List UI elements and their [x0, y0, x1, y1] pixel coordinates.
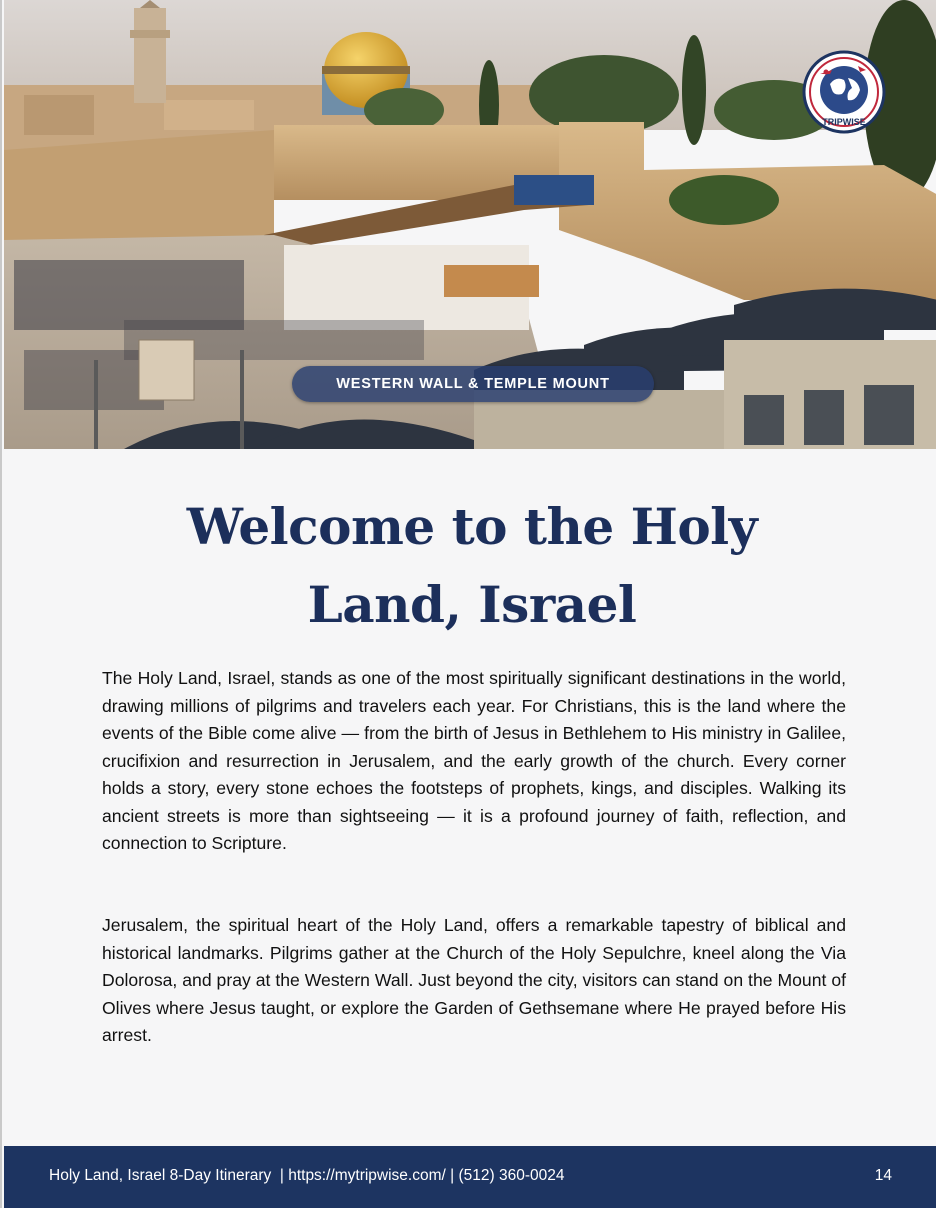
logo-text: TRIPWISE [822, 117, 866, 127]
page-number: 14 [874, 1167, 892, 1184]
jerusalem-paragraph: Jerusalem, the spiritual heart of the Holy Land, offers a remarkable tapestry of biblical and historical landmarks. Pilgrims gather at the Church of the Holy Sepulchre, kneel along the Via Dolorosa, and pray at the Western Wall. Just beyond the city, visitors can stand on the Mount of Olives where Jesus taught, or explore the Garden of Gethsemane where He prayed before His arrest. [102, 915, 846, 1045]
footer-itinerary-info: Holy Land, Israel 8-Day Itinerary | https://mytripwise.com/ | (512) 360-0024 [49, 1167, 565, 1184]
hero-photo [4, 0, 936, 449]
tripwise-logo [802, 50, 886, 134]
photo-caption: WESTERN WALL & TEMPLE MOUNT [292, 366, 654, 402]
page-title: Welcome to the Holy Land, Israel [186, 497, 758, 634]
page-footer [4, 1146, 936, 1208]
intro-paragraph: The Holy Land, Israel, stands as one of the most spiritually significant destinations in the world, drawing millions of pilgrims and travelers each year. For Christians, this is the land where the events of the Bible come alive — from the birth of Jesus in Bethlehem to His ministry in Galilee, crucifixion and resurrection in Jerusalem, and the early growth of the church. Every corner holds a story, every stone echoes the footsteps of prophets, kings, and disciples. Walking its ancient streets is more than sightseeing — it is a profound journey of faith, reflection, and connection to Scripture. [102, 668, 846, 853]
